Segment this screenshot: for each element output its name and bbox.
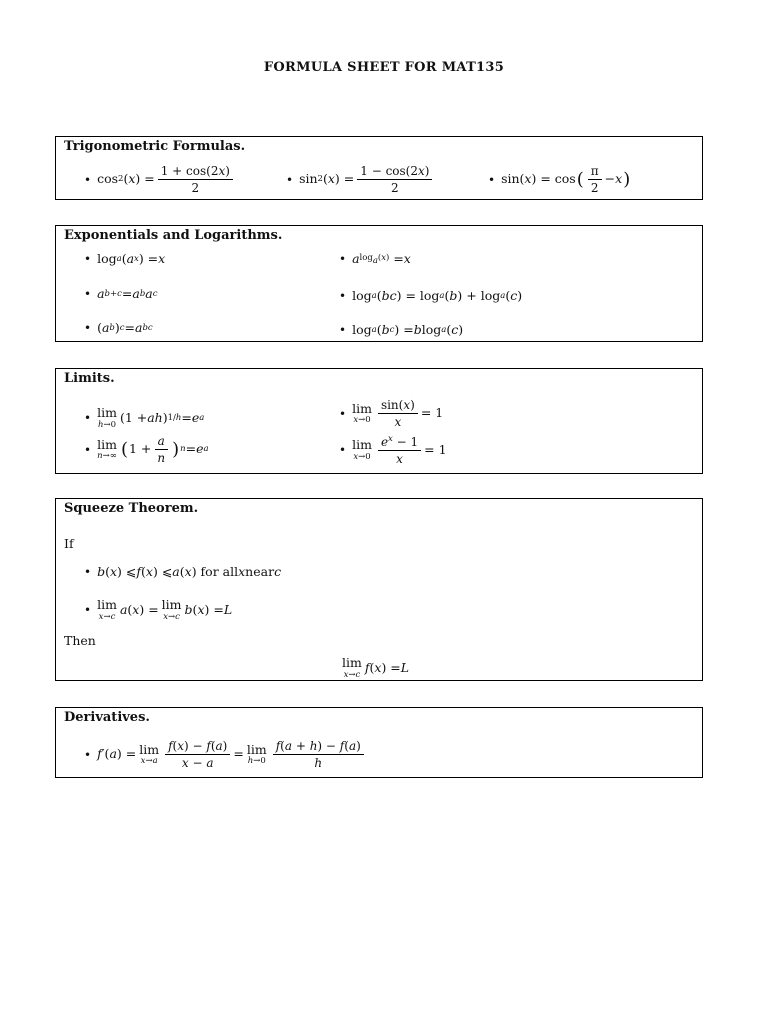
formula-squeeze-limits: • lim x→c a ( x ) = lim x→c b ( x ) = L [84, 597, 233, 622]
formula-limit-exp: • lim x→0 $\frac{e^x - 1}{x}$ = 1 [339, 434, 447, 466]
formula-sin2: • sin 2 ( x ) = $\frac{1 - \cos(2x)}{2}$ [286, 165, 435, 194]
limits-section-title: Limits. [64, 371, 115, 386]
trig-section-title: Trigonometric Formulas. [64, 139, 246, 154]
exp-log-section [55, 225, 703, 342]
squeeze-then: Then [64, 633, 96, 648]
formula-limit-sin: • lim x→0 $\frac{\sin(x)}{x}$ = 1 [339, 398, 444, 429]
squeeze-section [55, 498, 703, 681]
formula-log-power: • log a ( b c ) = b log a ( c ) [339, 322, 464, 338]
formula-cos2: • cos 2 ( x ) = $\frac{1 + \cos(2x)}{2}$ [84, 165, 236, 194]
formula-limit-h: • lim h→0 (1 + ah ) 1/h = e a [84, 405, 205, 430]
derivatives-section-title: Derivatives. [64, 710, 150, 725]
squeeze-section-title: Squeeze Theorem. [64, 501, 199, 516]
formula-exp-sum: • a b+c = a b a c [84, 286, 158, 302]
derivatives-section [55, 707, 703, 778]
formula-squeeze-conclusion: lim x→c f ( x ) = L [342, 655, 410, 680]
formula-squeeze-bounds: • b ( x ) ⩽ f ( x ) ⩽ a ( x ) for all x near c [84, 564, 282, 580]
limits-section [55, 368, 703, 474]
exp-log-section-title: Exponentials and Logarithms. [64, 228, 283, 243]
formula-sin-cos: • sin( x ) = cos ( $\frac{\pi}{2}$ − x ) [488, 164, 631, 195]
formula-derivative-definition: • f ′( a ) = lim x→a $\frac{f(x) - f(a)}{x - a}$ = lim h→0 $\frac{f(a + h) - f(a)}{h}$ [84, 740, 367, 769]
trig-section [55, 136, 703, 200]
formula-log-product: • log a ( bc ) = log a ( b ) + log a ( c ) [339, 288, 523, 304]
formula-log-exp: • log a ( a x ) = x [84, 251, 166, 267]
formula-limit-n: • lim n→∞ ( 1 + $\frac{a}{n}$ ) n = e a [84, 434, 209, 465]
formula-exp-power: • ( a b ) c = a bc [84, 320, 153, 336]
page-title: FORMULA SHEET FOR MAT135 [263, 60, 505, 75]
formula-exp-log: • a $\log_a(x)$ = x [339, 251, 411, 267]
squeeze-if: If [64, 536, 74, 551]
